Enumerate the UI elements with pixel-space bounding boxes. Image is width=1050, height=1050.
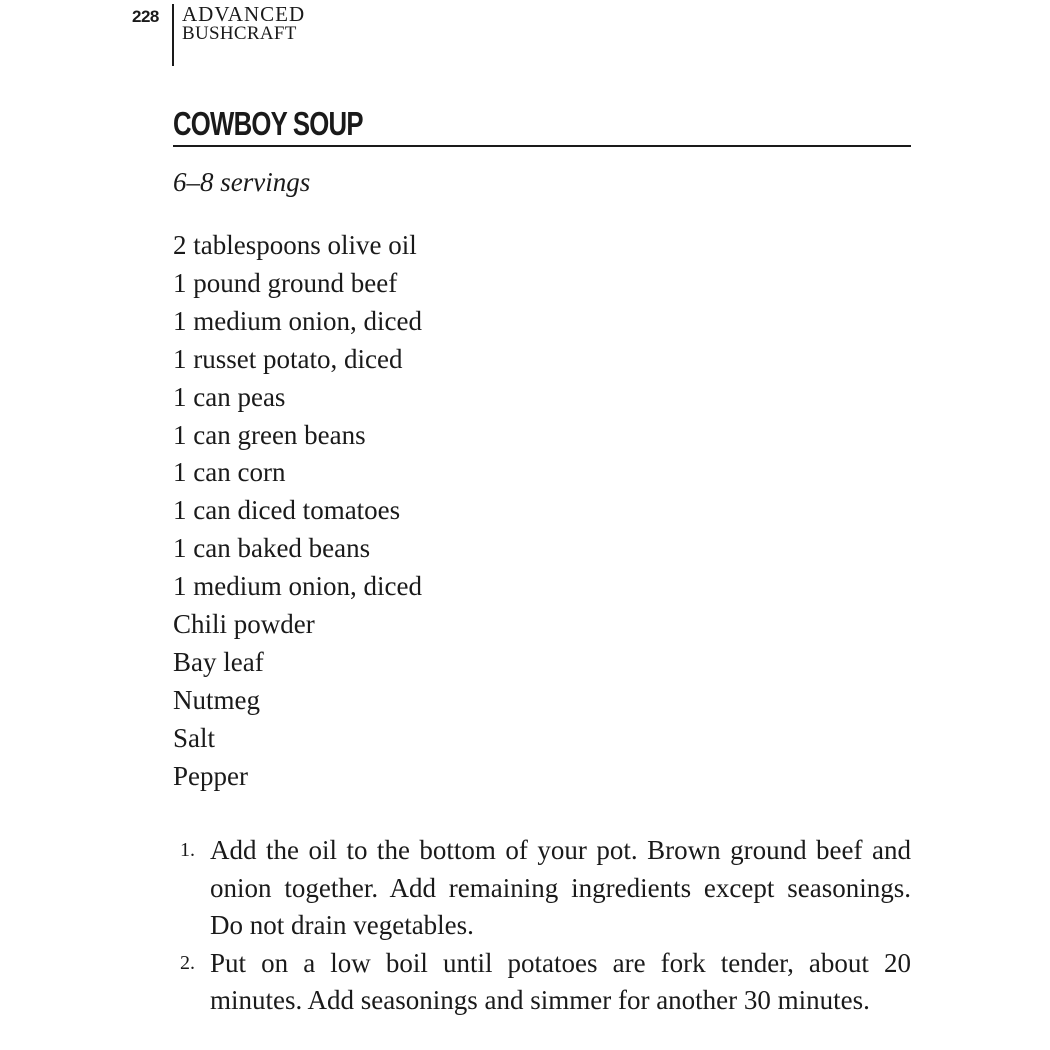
ingredient-item: 2 tablespoons olive oil <box>173 230 417 260</box>
ingredient-item: 1 can green beans <box>173 419 366 450</box>
book-title-line2: BUSHCRAFT <box>182 23 297 44</box>
ingredient-item: 1 pound ground beef <box>173 267 398 298</box>
recipe-title: COWBOY SOUP <box>173 105 363 142</box>
step-number: 2. <box>180 951 195 974</box>
title-underline <box>173 145 911 147</box>
instruction-list <box>173 832 911 1020</box>
instruction-step <box>173 945 911 1020</box>
ingredient-item: Nutmeg <box>173 684 260 715</box>
step-text: Add the oil to the bottom of your pot. Brown ground beef and onion together. Add remaining ingredients except seasonings. Do not drain vegetables. <box>210 835 911 940</box>
ingredient-item: 1 medium onion, diced <box>173 571 422 602</box>
ingredient-list <box>173 227 422 796</box>
instruction-step <box>173 832 911 945</box>
ingredient-item: 1 can corn <box>173 457 286 488</box>
book-title-line1: ADVANCED <box>182 2 306 26</box>
step-text: Put on a low boil until potatoes are fork tender, about 20 minutes. Add seasonings and simmer for another 30 minutes. <box>210 947 911 1015</box>
ingredient-item: 1 can diced tomatoes <box>173 495 401 526</box>
header-divider <box>172 4 174 66</box>
book-title <box>182 4 422 44</box>
ingredient-item: 1 medium onion, diced <box>173 305 422 336</box>
ingredient-item: Chili powder <box>173 609 315 640</box>
ingredient-item: 1 can baked beans <box>173 533 371 564</box>
ingredient-item: Pepper <box>173 760 248 791</box>
ingredient-item: Salt <box>173 722 216 753</box>
page-number: 228 <box>132 7 159 26</box>
ingredient-item: Bay leaf <box>173 646 264 677</box>
ingredient-item: 1 can peas <box>173 381 286 412</box>
step-number: 1. <box>180 839 195 861</box>
servings-note: 6–8 servings <box>173 167 311 197</box>
ingredient-item: 1 russet potato, diced <box>173 343 403 374</box>
